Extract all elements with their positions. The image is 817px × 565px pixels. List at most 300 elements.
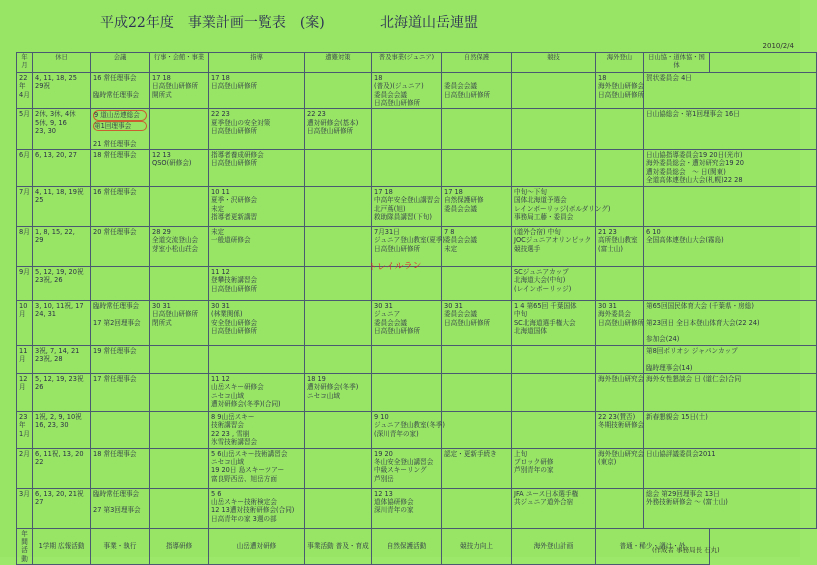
month-cell: 22年 4月 [17, 72, 33, 109]
footer-cell: 事業活動 普及・育成 [305, 528, 372, 565]
table-row [17, 186, 817, 226]
cell-line: 25 [35, 196, 44, 205]
cell-line: 日高登山研修所 [211, 284, 258, 293]
cell-line: 遭対委員総会 〜 日(関東) [646, 167, 726, 176]
cell-line [152, 375, 206, 383]
cell-line: 1 4 第65回 千葉国体 [514, 301, 577, 310]
cell-line: 30 31 [598, 301, 617, 310]
column-header: 行事・会館・事業 [150, 53, 209, 73]
table-cell [33, 266, 91, 300]
table-cell [442, 186, 512, 226]
cell-line: 上旬 [514, 449, 528, 458]
cell-line: 日高登山研修所 [598, 318, 645, 327]
table-cell [596, 150, 644, 187]
table-cell [372, 186, 442, 226]
cell-line: 芦別岳 [374, 474, 394, 483]
column-header: 休日 [33, 53, 91, 73]
cell-line: 山岳スキー研修会 [211, 383, 264, 392]
cell-line: 18 常任理事会 [93, 151, 137, 160]
month-cell: 6月 [17, 150, 33, 187]
table-cell [644, 488, 817, 528]
cell-line [646, 188, 814, 196]
table-cell [512, 150, 596, 187]
month-cell: 7月 [17, 186, 33, 226]
table-cell [442, 109, 512, 150]
cell-line: 中高年安全登山講習会 [374, 196, 440, 205]
table-row [17, 345, 817, 373]
cell-line: 10 11 [211, 187, 230, 196]
cell-line: 未定 [211, 227, 225, 236]
table-row [17, 72, 817, 109]
table-cell [209, 488, 305, 528]
cell-line: 5 6 [211, 489, 222, 498]
cell-line [307, 347, 369, 355]
table-row [17, 300, 817, 345]
table-cell [372, 488, 442, 528]
cell-line: 4, 11, 18, 25 [35, 73, 77, 82]
cell-line [152, 188, 206, 196]
cell-line: 全国高体連登山大会(霧島) [646, 236, 724, 245]
table-cell [442, 226, 512, 266]
cell-line: 22 23 [211, 110, 230, 119]
cell-line: 22 23(賛否) [598, 412, 636, 421]
table-row [17, 488, 817, 528]
table-cell [305, 150, 372, 187]
cell-line: 指導者更新講習 [211, 212, 258, 221]
cell-line [152, 347, 206, 355]
cell-line: 12 13 [152, 151, 171, 160]
cell-line [598, 490, 641, 498]
cell-line: 30 31 [152, 301, 171, 310]
table-cell [209, 266, 305, 300]
footer-cell: 指導研修 [150, 528, 209, 565]
cell-line: 19 20日 島スキーツアー [211, 466, 285, 475]
month-cell: 9月 [17, 266, 33, 300]
cell-line: 9 道山岳連総会 [93, 110, 147, 120]
table-cell [644, 373, 817, 411]
cell-line: 30 31 [444, 301, 463, 310]
cell-line: 11 12 [211, 267, 230, 276]
cell-line: 日山協総会・第1回理事会 16日 [646, 110, 740, 119]
cell-line: 20 常任理事会 [93, 227, 137, 236]
cell-line: 6, 13, 20, 21祝 [35, 489, 84, 498]
cell-line: 北戸蔦(旭) [374, 204, 406, 213]
cell-line: 富良野西岳、旭岳方面 [211, 474, 277, 483]
cell-line: 海外登山研修会 [598, 82, 645, 91]
table-cell [209, 448, 305, 488]
table-cell [305, 300, 372, 345]
cell-line [598, 188, 641, 196]
cell-line: 共ジュニア道外合宿 [514, 497, 574, 506]
cell-line: 北海道大会(中旬) [514, 276, 566, 285]
table-cell [442, 300, 512, 345]
cell-line: 日高登山研修所 [152, 310, 199, 319]
table-cell [91, 186, 150, 226]
cell-line [374, 375, 439, 383]
table-cell [33, 488, 91, 528]
cell-line [598, 347, 641, 355]
cell-line [93, 268, 147, 276]
column-header: 日山協・道体協・国体 [644, 53, 710, 73]
table-cell [305, 448, 372, 488]
table-cell [596, 345, 644, 373]
table-cell [305, 186, 372, 226]
table-cell [91, 72, 150, 109]
cell-line: 臨時常任理事会 [93, 90, 140, 99]
cell-line [307, 188, 369, 196]
cell-line: 開所式 [152, 90, 172, 99]
table-cell [442, 411, 512, 448]
cell-line: 全道高体連登山大会(札幌)22 28 [646, 176, 743, 185]
column-header [710, 53, 817, 73]
cell-line [211, 347, 302, 355]
footer-cell: 年間活動 [17, 528, 33, 565]
cell-line [598, 268, 641, 276]
table-row [17, 266, 817, 300]
cell-line [646, 355, 814, 363]
table-cell [596, 411, 644, 448]
table-cell [512, 448, 596, 488]
title-text: 平成22年度 事業計画一覧表 (案) [100, 15, 325, 31]
cell-line: 臨時常任理事会 [93, 489, 140, 498]
table-cell [150, 345, 209, 373]
month-cell: 2月 [17, 448, 33, 488]
document-title [0, 12, 800, 36]
cell-line: JFA ユース日本選手権 [514, 489, 579, 498]
cell-line: 中級スキーリング [374, 466, 427, 475]
footer-cell: 山岳遭対研修 [209, 528, 305, 565]
cell-line: 委員会会議 [374, 318, 407, 327]
table-cell [512, 373, 596, 411]
cell-line: 27 [35, 497, 44, 506]
cell-line: 6 10 [646, 227, 661, 236]
table-cell [91, 345, 150, 373]
cell-line [646, 268, 814, 276]
table-cell [150, 373, 209, 411]
cell-line: 日高登山研修所 [211, 127, 258, 136]
cell-line: 冬山安全登山講習会 [374, 457, 434, 466]
cell-line: JOCジュニアオリンピック [514, 236, 592, 245]
table-cell [209, 226, 305, 266]
column-header: 海外登山 [596, 53, 644, 73]
cell-line: ブロック研修 [514, 457, 554, 466]
cell-line [93, 310, 147, 318]
cell-line: 23, 30 [35, 127, 56, 136]
cell-line: 日高登山研修所 [374, 326, 421, 335]
cell-line: 高所登山教室 [598, 236, 638, 245]
column-header: 競技 [512, 53, 596, 73]
column-header: 遭難対策 [305, 53, 372, 73]
cell-line [152, 490, 206, 498]
cell-line [514, 74, 593, 82]
cell-line: 3祝, 7, 14, 21 [35, 346, 80, 355]
table-row [17, 411, 817, 448]
column-header: 普及事業(ジュニア) [372, 53, 442, 73]
cell-line: 6, 13, 20, 27 [35, 151, 77, 160]
table-cell [372, 109, 442, 150]
cell-line [307, 450, 369, 458]
cell-line: 安全登山研修会 [211, 318, 258, 327]
cell-line: 21 23 [598, 227, 617, 236]
cell-line: 第1回理事会 [93, 121, 147, 131]
cell-line: 22 23 [307, 110, 326, 119]
table-cell [91, 488, 150, 528]
cell-line: 18 常任理事会 [93, 449, 137, 458]
cell-line: 7月31日 [374, 227, 400, 236]
cell-line [93, 131, 147, 139]
cell-line: 1祝, 2, 9, 10祝 [35, 412, 82, 421]
cell-line: 4, 11, 18, 19祝 [35, 187, 84, 196]
cell-line: 一般道研修会 [211, 236, 251, 245]
cell-line [307, 74, 369, 82]
cell-line: 第23回日 全日本登山体育大会(22 24) [646, 318, 760, 327]
table-cell [33, 373, 91, 411]
table-cell [596, 488, 644, 528]
cell-line [444, 347, 509, 355]
table-cell [372, 448, 442, 488]
table-cell [596, 266, 644, 300]
cell-line: 17 18 [152, 73, 171, 82]
cell-line: 委員会会議 [444, 310, 477, 319]
cell-line: 遭対研修会(基本) [307, 118, 359, 127]
cell-line: 未定 [211, 204, 225, 213]
footer-cell: 自然保護活動 [372, 528, 442, 565]
month-cell: 3月 [17, 488, 33, 528]
table-cell [209, 72, 305, 109]
cell-line [444, 413, 509, 421]
cell-line: 海外女性懇談会 日 (道仁会)合同 [646, 374, 742, 383]
cell-line: 30 31 [211, 301, 230, 310]
table-cell [305, 72, 372, 109]
table-row [17, 109, 817, 150]
cell-line: 夏季登山の安全対策 [211, 118, 271, 127]
cell-line: 中旬〜下旬 [514, 187, 547, 196]
cell-line: (東京) [598, 457, 617, 466]
month-cell: 11月 [17, 345, 33, 373]
footer-cell: 普通・稀少・調け・外 [596, 528, 710, 565]
table-cell [150, 72, 209, 109]
table-cell [209, 109, 305, 150]
table-cell [372, 150, 442, 187]
table-cell [33, 448, 91, 488]
cell-line: 指導者養成研修会 [211, 151, 264, 160]
table-cell [305, 488, 372, 528]
cell-line: 日山協指導委員会19 20日(光市) [646, 151, 743, 160]
table-cell [33, 300, 91, 345]
cell-line: 17 18 [444, 187, 463, 196]
cell-line: QSO(研修会) [152, 159, 192, 168]
table-cell [512, 72, 596, 109]
table-cell [91, 226, 150, 266]
cell-line: ジュニア登山教室(冬季) [374, 421, 445, 430]
table-cell [644, 109, 817, 150]
cell-line: 19 20 [374, 449, 393, 458]
table-cell [442, 345, 512, 373]
cell-line: 日高登山研修所 [374, 244, 421, 253]
cell-line: 国体北海道予選会 [514, 196, 567, 205]
table-row [17, 448, 817, 488]
cell-line: 技術講習会 [211, 421, 244, 430]
cell-line: 海外登山研究会 [598, 449, 645, 458]
cell-line: 16, 23, 30 [35, 421, 69, 430]
cell-line [152, 450, 206, 458]
table-cell [596, 300, 644, 345]
cell-line: 芽室小松山荘会 [152, 244, 199, 253]
table-cell [596, 373, 644, 411]
column-header: 年月 [17, 53, 33, 73]
cell-line: 外務技術研修会 〜 (富士山) [646, 497, 728, 506]
cell-line: 18 [374, 73, 383, 82]
table-cell [150, 448, 209, 488]
cell-line: 日高青年の家 3週の部 [211, 514, 277, 523]
cell-line: (林業関係) [211, 310, 243, 319]
cell-line: 6, 11祝, 13, 20 [35, 449, 84, 458]
table-cell [644, 72, 817, 109]
cell-line [444, 375, 509, 383]
cell-line: 閉所式 [152, 318, 172, 327]
month-cell: 12月 [17, 373, 33, 411]
month-cell: 5月 [17, 109, 33, 150]
cell-line: 7 8 [444, 227, 455, 236]
cell-line: 臨時理事会(14) [646, 363, 693, 372]
table-cell [150, 266, 209, 300]
table-cell [644, 448, 817, 488]
cell-line: 17 18 [374, 187, 393, 196]
table-cell [596, 226, 644, 266]
cell-line: 18 19 [307, 374, 326, 383]
cell-line: 日山協評議委員会2011 [646, 449, 716, 458]
cell-line [374, 151, 439, 159]
table-cell [91, 448, 150, 488]
cell-line [307, 413, 369, 421]
table-cell [305, 266, 372, 300]
cell-line: 11 12 [211, 374, 230, 383]
table-cell [512, 109, 596, 150]
cell-line: 21 常任理事会 [93, 139, 137, 148]
cell-line: 事務局工藤・委員会 [514, 212, 574, 221]
cell-line: 5, 12, 19, 23祝 [35, 374, 84, 383]
table-cell [150, 300, 209, 345]
cell-line: 29祝 [35, 82, 50, 91]
table-cell [442, 488, 512, 528]
document-date: 2010/2/4 [762, 42, 794, 50]
table-cell [33, 150, 91, 187]
table-cell [372, 345, 442, 373]
cell-line [444, 268, 509, 276]
table-cell [91, 373, 150, 411]
table-cell [644, 266, 817, 300]
table-cell [150, 150, 209, 187]
table-cell [512, 226, 596, 266]
cell-line: (道外合宿) 中旬 [514, 227, 561, 236]
table-cell [33, 109, 91, 150]
header-row [17, 53, 817, 73]
table-row [17, 373, 817, 411]
table-cell [209, 150, 305, 187]
month-cell: 8月 [17, 226, 33, 266]
cell-line: 芦別青年の家 [514, 466, 554, 475]
column-header: 自然保護 [442, 53, 512, 73]
cell-line: 日高登山研修所 [211, 82, 258, 91]
cell-line [514, 151, 593, 159]
table-cell [644, 345, 817, 373]
table-cell [596, 72, 644, 109]
cell-line [307, 490, 369, 498]
cell-line: 賀状委員会 4日 [646, 73, 692, 82]
cell-line: 5休, 9, 16 [35, 118, 67, 127]
cell-line [152, 110, 206, 118]
table-cell [209, 411, 305, 448]
table-cell [512, 411, 596, 448]
cell-line: 遭対研修会(冬季) [307, 383, 359, 392]
cell-line [514, 347, 593, 355]
cell-line: SCジュニアカップ [514, 267, 569, 276]
cell-line: (富士山) [598, 244, 623, 253]
cell-line: 中旬 [514, 310, 528, 319]
cell-line: ニセコ山域 [211, 457, 244, 466]
footer-cell: 事業・執行 [91, 528, 150, 565]
cell-line: 23祝, 28 [35, 355, 63, 364]
organization-name: 北海道山岳連盟 [380, 15, 478, 31]
cell-line: 氷雪技術講習会 [211, 438, 258, 447]
table-row [17, 150, 817, 187]
cell-line: 委員会会議 [444, 236, 477, 245]
cell-line [307, 268, 369, 276]
table-cell [644, 186, 817, 226]
cell-line [514, 413, 593, 421]
cell-line: 26 [35, 383, 44, 392]
cell-line: ニセコ山域 [211, 391, 244, 400]
table-cell [512, 345, 596, 373]
cell-line: 日高登山研修所 [374, 99, 421, 108]
table-cell [512, 186, 611, 226]
table-cell [596, 109, 644, 150]
cell-line [374, 347, 439, 355]
footer-cell: 競技力向上 [442, 528, 512, 565]
cell-line: 冬期技術研修会 [598, 421, 645, 430]
cell-line: 山岳スキー技術検定会 [211, 497, 277, 506]
cell-line: 新春懇親会 15日(土) [646, 412, 708, 421]
table-cell [305, 109, 372, 150]
cell-line: 8 9山岳スキー [211, 412, 255, 421]
cell-line: 5, 12, 19, 20祝 [35, 267, 84, 276]
schedule-table [16, 52, 817, 565]
table-cell [91, 300, 150, 345]
cell-line [444, 490, 509, 498]
cell-line: 認定・更新手続き [444, 449, 497, 458]
cell-line: 競技選手 [514, 244, 541, 253]
table-cell [644, 226, 817, 266]
cell-line: 委員会会議 [444, 204, 477, 213]
table-cell [305, 411, 372, 448]
cell-line: 日高登山研修所 [152, 82, 199, 91]
table-cell [150, 488, 209, 528]
table-cell [33, 226, 91, 266]
cell-line: 登攀技術講習会 [211, 276, 258, 285]
cell-line: 第8回ポリオシ ジャパンカップ [646, 346, 738, 355]
cell-line: 深川青年の家 [374, 506, 414, 515]
cell-line: 参加会(24) [646, 335, 680, 344]
cell-line: 27 第3回理事会 [93, 506, 141, 515]
table-cell [209, 186, 305, 226]
table-cell [372, 373, 442, 411]
cell-line: 12 13遭対技術研修会(合同) [211, 506, 295, 515]
table-cell [512, 488, 596, 528]
cell-line [93, 413, 147, 421]
cell-line: 22 23 , 雪崩 [211, 429, 250, 438]
cell-line: 道体協研修会 [374, 497, 414, 506]
cell-line: 全道交流登山会 [152, 236, 199, 245]
